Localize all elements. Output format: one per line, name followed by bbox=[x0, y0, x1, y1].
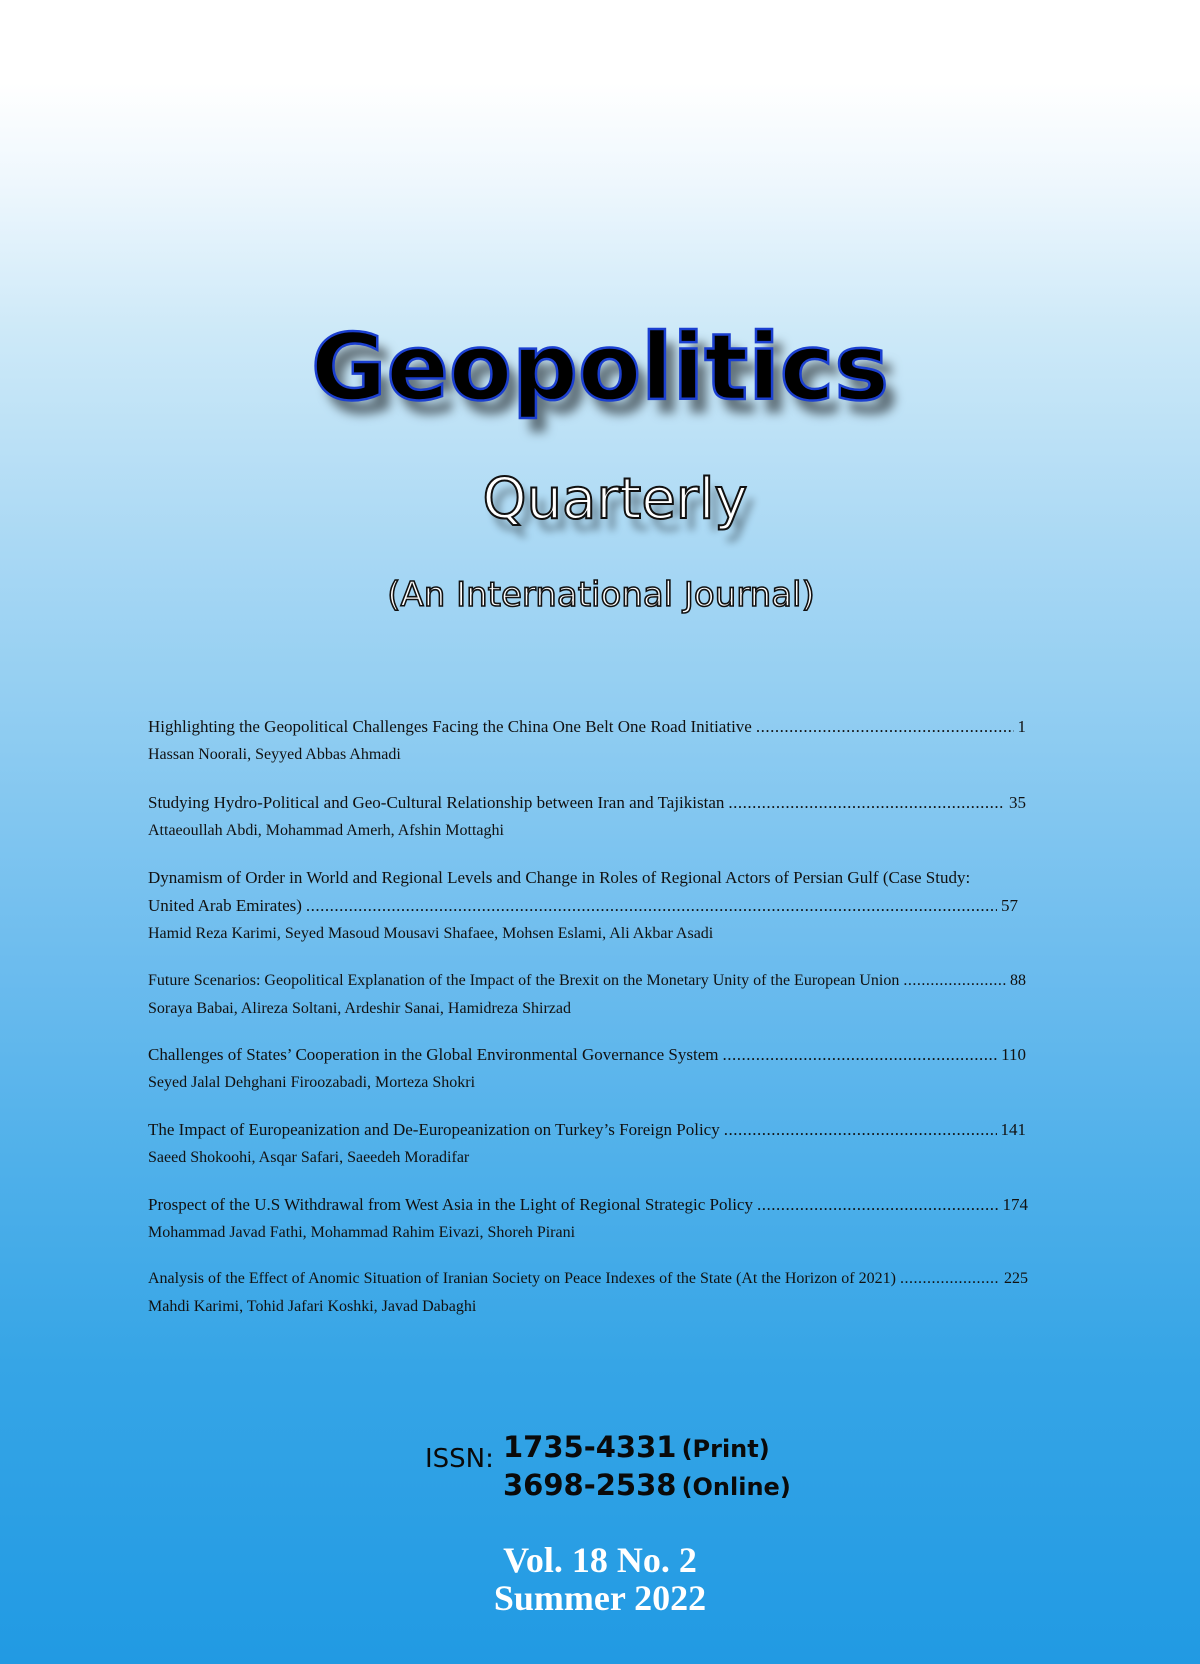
toc-title: Studying Hydro-Political and Geo-Cultural Relationship between Iran and Tajikistan bbox=[148, 793, 725, 812]
toc-page: 225 bbox=[1004, 1270, 1028, 1287]
toc-page: 1 bbox=[1017, 717, 1026, 736]
toc-page: 88 bbox=[1010, 972, 1026, 989]
toc-authors: Mohammad Javad Fathi, Mohammad Rahim Eivazi, Shoreh Pirani bbox=[148, 1224, 576, 1241]
toc-page: 35 bbox=[1009, 793, 1026, 812]
toc-authors: Saeed Shokoohi, Asqar Safari, Saeedeh Moradifar bbox=[148, 1149, 470, 1166]
toc-entry bbox=[148, 1265, 1026, 1321]
toc-leader bbox=[728, 789, 1005, 817]
toc-leader bbox=[900, 1265, 1000, 1293]
issn-print-label: (Print) bbox=[681, 1435, 770, 1463]
toc-entry bbox=[148, 713, 1026, 769]
toc-title: Highlighting the Geopolitical Challenges Facing the China One Belt One Road Initiative bbox=[148, 717, 752, 736]
toc-page: 174 bbox=[1002, 1195, 1028, 1214]
toc-authors: Hassan Noorali, Seyyed Abbas Ahmadi bbox=[148, 746, 401, 763]
toc-title-line: Dynamism of Order in World and Regional Levels and Change in Roles of Regional Actors of Persian Gulf (Case Study: bbox=[148, 868, 971, 887]
journal-title: Geopolitics bbox=[310, 314, 890, 421]
journal-tagline: (An International Journal) bbox=[387, 575, 815, 615]
issn-label: ISSN: bbox=[425, 1444, 494, 1474]
issn-print bbox=[503, 1430, 770, 1464]
toc-leader bbox=[724, 1116, 997, 1144]
toc-authors: Attaeoullah Abdi, Mohammad Amerh, Afshin Mottaghi bbox=[148, 822, 504, 839]
issn-online-number: 3698-2538 bbox=[503, 1468, 677, 1502]
issn-online-label: (Online) bbox=[681, 1473, 791, 1501]
issn-print-number: 1735-4331 bbox=[503, 1430, 677, 1464]
toc-title: Analysis of the Effect of Anomic Situation of Iranian Society on Peace Indexes of the State (At the Horizon of 2021) bbox=[148, 1270, 896, 1287]
toc-authors: Seyed Jalal Dehghani Firoozabadi, Morteza Shokri bbox=[148, 1074, 476, 1091]
toc-entry bbox=[148, 864, 1026, 948]
toc-title: The Impact of Europeanization and De-Europeanization on Turkey’s Foreign Policy bbox=[148, 1120, 720, 1139]
toc-page: 141 bbox=[1000, 1120, 1026, 1139]
issn-online bbox=[503, 1468, 791, 1502]
toc-leader bbox=[903, 967, 1006, 995]
toc-leader bbox=[756, 713, 1014, 741]
toc-authors: Hamid Reza Karimi, Seyed Masoud Mousavi Shafaee, Mohsen Eslami, Ali Akbar Asadi bbox=[148, 925, 714, 942]
toc-entry bbox=[148, 1191, 1026, 1247]
toc-entry bbox=[148, 1041, 1026, 1097]
toc-page: 57 bbox=[1001, 896, 1018, 915]
toc-title: Prospect of the U.S Withdrawal from West Asia in the Light of Regional Strategic Policy bbox=[148, 1195, 753, 1214]
toc-title: United Arab Emirates) bbox=[148, 896, 302, 915]
toc-page: 110 bbox=[1001, 1045, 1026, 1064]
issue-season: Summer 2022 bbox=[493, 1578, 707, 1618]
journal-subtitle: Quarterly bbox=[482, 467, 748, 532]
toc-leader bbox=[757, 1191, 999, 1219]
toc-leader bbox=[306, 892, 997, 920]
toc-entry bbox=[148, 967, 1026, 1023]
toc-authors: Mahdi Karimi, Tohid Jafari Koshki, Javad Dabaghi bbox=[148, 1298, 477, 1315]
issue-volume: Vol. 18 No. 2 bbox=[503, 1540, 697, 1580]
toc-title: Future Scenarios: Geopolitical Explanation of the Impact of the Brexit on the Monetary Unity of the European Union bbox=[148, 972, 900, 989]
toc-entry bbox=[148, 789, 1026, 845]
toc-leader bbox=[722, 1041, 997, 1069]
toc-title: Challenges of States’ Cooperation in the Global Environmental Governance System bbox=[148, 1045, 719, 1064]
toc-entry bbox=[148, 1116, 1026, 1172]
toc-authors: Soraya Babai, Alireza Soltani, Ardeshir Sanai, Hamidreza Shirzad bbox=[148, 1000, 571, 1017]
